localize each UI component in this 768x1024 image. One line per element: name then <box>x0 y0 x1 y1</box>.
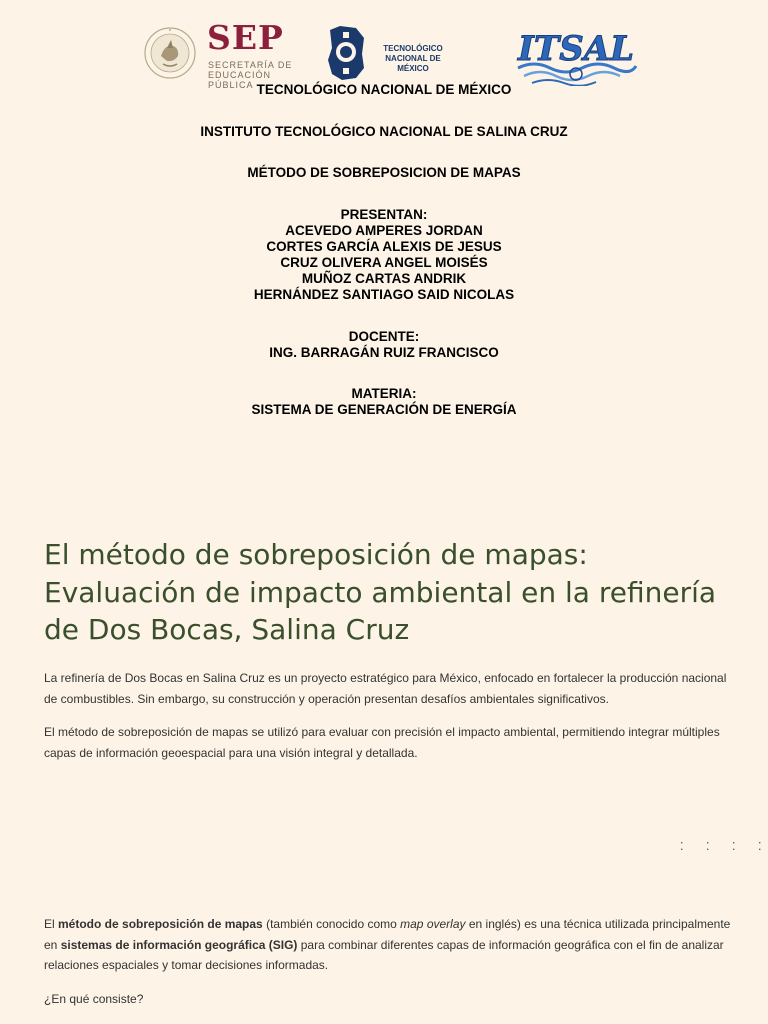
bold-term: sistemas de información geográfica (SIG) <box>60 937 298 952</box>
institution-local-text: INSTITUTO TECNOLÓGICO NACIONAL DE SALINA CRUZ <box>200 124 568 139</box>
italic-term: map overlay <box>400 917 466 931</box>
text-run: (también conocido como <box>262 917 401 931</box>
article-paragraph-definition <box>44 914 734 976</box>
article-title: El método de sobreposición de mapas: Evaluación de impacto ambiental en la refinería de Dos Bocas, Salina Cruz <box>44 538 717 646</box>
presenter-name: MUÑOZ CARTAS ANDRIK <box>301 271 467 286</box>
presenter-name: CORTES GARCÍA ALEXIS DE JESUS <box>266 239 502 254</box>
dot-mark: ⁚ <box>680 841 684 853</box>
sep-logo-subtitle: SECRETARÍA DE EDUCACIÓN PÚBLICA <box>208 60 293 90</box>
text-run: en inglés) es una técnica utilizada principalmente en <box>44 917 731 952</box>
presenter-name: HERNÁNDEZ SANTIAGO SAID NICOLAS <box>253 287 515 302</box>
bold-term: método de sobreposición de mapas <box>58 917 263 931</box>
presenter-name: CRUZ OLIVERA ANGEL MOISÉS <box>280 255 488 270</box>
tecnm-logo-text: TECNOLÓGICO NACIONAL DE MÉXICO <box>383 44 443 73</box>
article-paragraph: El método de sobreposición de mapas se utilizó para evaluar con precisión el impacto ambiental, permitiendo integrar múltiples capas de información geoespacial para una visión integral y detallada. <box>44 725 720 760</box>
teacher-block <box>0 329 768 361</box>
sep-logo <box>205 18 320 90</box>
presenters-block <box>0 207 768 303</box>
presenters-label: PRESENTAN: <box>340 207 428 222</box>
teacher-label: DOCENTE: <box>348 329 420 344</box>
article-question: ¿En qué consiste? <box>44 992 144 1006</box>
itsal-logo <box>514 22 638 86</box>
text-run: para combinar diferentes capas de información geográfica con el fin de analizar relaciones espaciales y tomar decisiones informadas. <box>44 937 724 972</box>
subject-block <box>0 386 768 418</box>
institution-national-text: TECNOLÓGICO NACIONAL DE MÉXICO <box>256 82 512 97</box>
subject-name: SISTEMA DE GENERACIÓN DE ENERGÍA <box>251 402 517 417</box>
text-run: El <box>44 917 59 931</box>
sep-logo-text: SEP <box>207 18 284 57</box>
work-title-text: MÉTODO DE SOBREPOSICION DE MAPAS <box>247 165 521 180</box>
article-paragraph: La refinería de Dos Bocas en Salina Cruz es un proyecto estratégico para México, enfocado en fortalecer la producción nacional de combustibles. Sin embargo, su construcción y operación presentan desafíos ambientales significativos. <box>44 671 727 706</box>
dot-mark: ⁚ <box>732 841 736 853</box>
subject-label: MATERIA: <box>351 386 417 401</box>
itsal-logo-text: ITSAL <box>518 29 635 69</box>
dot-mark: ⁚ <box>758 841 762 853</box>
tecnm-logo <box>326 24 456 82</box>
cover-block <box>0 82 768 444</box>
tecnm-gear-icon <box>326 24 366 82</box>
work-title <box>0 165 768 181</box>
mexico-seal-logo <box>143 26 197 80</box>
presenter-name: ACEVEDO AMPERES JORDAN <box>285 223 483 238</box>
institution-national <box>0 82 768 98</box>
header-logos <box>0 18 768 90</box>
dots-decoration <box>676 840 768 860</box>
institution-local <box>0 124 768 140</box>
teacher-name: ING. BARRAGÁN RUIZ FRANCISCO <box>269 345 499 360</box>
dot-mark: ⁚ <box>706 841 710 853</box>
